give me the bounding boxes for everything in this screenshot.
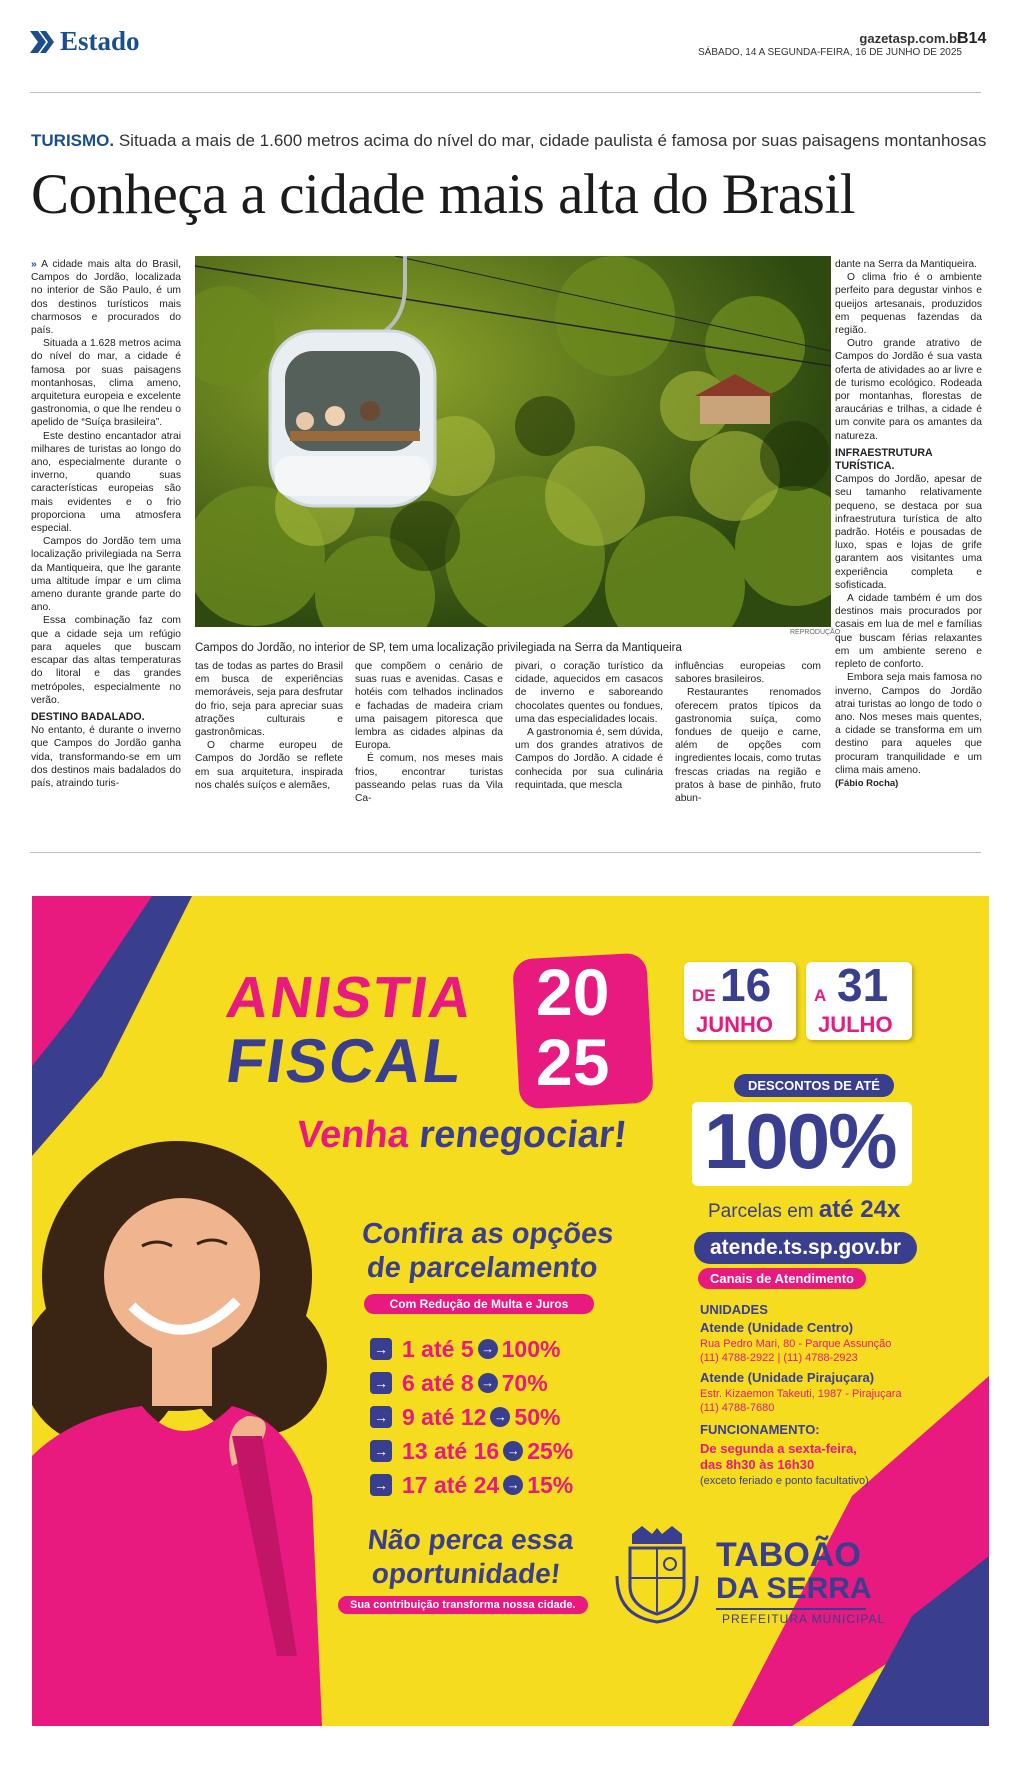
article-column-5 <box>675 660 821 805</box>
ad-tagline-renegociar: renegociar! <box>417 1114 629 1156</box>
page-number: B14 <box>957 30 987 47</box>
photo-caption: Campos do Jordão, no interior de SP, tem uma localização privilegiada na Serra da Mantiqueira <box>195 642 682 654</box>
paragraph: O clima frio é o ambiente perfeito para degustar vinhos e queijos artesanais, produzidos em pequenas fazendas da região. <box>835 272 982 337</box>
date-start-day: 16 <box>720 959 772 1011</box>
unit-1-phone: (11) 4788-2922 | (11) 4788-2923 <box>700 1352 858 1364</box>
paragraph: A cidade mais alta do Brasil, Campos do Jordão, localizada no interior de São Paulo, é um dos destinos turísticos mais charmosos e procurados do país. <box>31 259 181 337</box>
photo-credit: REPRODUÇÃO <box>790 629 841 636</box>
header-divider <box>30 92 981 93</box>
installment-row <box>370 1366 610 1400</box>
article-column-2 <box>195 660 343 792</box>
installment-discount: 100% <box>501 1335 561 1362</box>
reduction-badge: Com Redução de Multa e Juros <box>364 1294 594 1314</box>
paragraph: tas de todas as partes do Brasil em busca de experiências memoráveis, seja para desfrutar do frio, seja para apreciar suas atrações culturais e gastronômicas. <box>195 661 343 739</box>
installment-row <box>370 1332 610 1366</box>
section-chevron-icon <box>30 31 56 53</box>
paragraph: É comum, nos meses mais frios, encontrar turistas passeando pelas ruas da Vila Ca- <box>355 753 503 805</box>
lead-chevron-icon: » <box>31 259 37 270</box>
paragraph: Essa combinação faz com que a cidade seja um refúgio para aqueles que buscam escapar das altas temperaturas do litoral e das grandes metrópoles, especialmente no verão. <box>31 615 181 706</box>
installment-discount: 25% <box>527 1437 574 1464</box>
arrow-circle-icon: → <box>490 1407 510 1427</box>
city-coat-of-arms-icon <box>612 1526 702 1626</box>
options-heading-1: Confira as opções <box>360 1218 616 1250</box>
paragraph: Situada a 1.628 metros acima do nível do mar, a cidade é famosa por suas paisagens montanhosas, clima ameno, arquitetura europeia e excelente gastronomia, o que lhe rendeu o apelido de “Suíça brasileira”. <box>31 338 181 429</box>
installments <box>708 1196 900 1224</box>
section-name: Estado <box>60 26 140 56</box>
installments-pre: Parcelas em <box>708 1201 814 1222</box>
date-start-month: JUNHO <box>696 1012 774 1037</box>
installments-value: até 24x <box>818 1196 901 1223</box>
article-column-1 <box>31 258 181 790</box>
installment-row <box>370 1434 610 1468</box>
arrow-right-icon: → <box>370 1474 392 1496</box>
service-channels: Canais de Atendimento <box>698 1268 866 1289</box>
cta-line-2: oportunidade! <box>370 1558 562 1589</box>
discount-value: 100% <box>704 1097 896 1185</box>
ad-tagline <box>295 1114 629 1157</box>
installment-range: 9 até 12 <box>402 1403 487 1430</box>
cta-line-1: Não perca essa <box>366 1524 576 1555</box>
installment-range: 1 até 5 <box>402 1335 474 1362</box>
hours-heading: FUNCIONAMENTO: <box>700 1422 820 1437</box>
paragraph: influências europeias com sabores brasileiros. <box>675 661 821 686</box>
arrow-circle-icon: → <box>503 1441 523 1461</box>
installment-discount: 50% <box>514 1403 561 1430</box>
paragraph: Outro grande atrativo de Campos do Jordão é sua vasta oferta de atividades ao ar livre e de turismo ecológico. Rodeada por montanhas, florestas de araucárias e trilhas, a cidade é um convite para os amantes da natureza. <box>835 338 982 442</box>
installment-discount: 70% <box>501 1369 548 1396</box>
ad-divider <box>30 852 981 853</box>
ad-year-1: 20 <box>536 955 610 1029</box>
arrow-right-icon: → <box>370 1372 392 1394</box>
date-end-month: JULHO <box>818 1012 893 1037</box>
subheading: DESTINO BADALADO. <box>31 710 145 723</box>
cable-car-photo <box>195 256 831 627</box>
article-photo <box>195 256 831 627</box>
paragraph: O charme europeu de Campos do Jordão se reflete em sua arquitetura, inspirada nos chalés suíços e alemães, <box>195 740 343 791</box>
advertisement <box>32 896 989 1726</box>
brand-name-2: DA SERRA <box>716 1572 872 1605</box>
subheading: INFRAESTRUTURA TURÍSTICA. <box>835 446 933 473</box>
hours-line-1: De segunda a sexta-feira, <box>700 1441 857 1456</box>
units-heading: UNIDADES <box>700 1302 768 1317</box>
kicker-text: Situada a mais de 1.600 metros acima do nível do mar, cidade paulista é famosa por suas paisagens montanhosas <box>118 131 987 150</box>
date-end-pre: A <box>814 986 827 1005</box>
paragraph: Este destino encantador atrai milhares de turistas ao longo do ano, especialmente durante o inverno, quando suas características europeias são mais evidentes e o frio proporciona uma atmosfera especial. <box>31 430 181 535</box>
paragraph: Campos do Jordão, apesar de seu tamanho relativamente pequeno, se destaca por sua infraestrutura turística de alto padrão. Hotéis e pousadas de luxo, spas e lojas de grife garantem aos visitantes uma experiência completa e sofisticada. <box>835 474 982 591</box>
installment-discount: 15% <box>527 1471 574 1498</box>
byline: (Fábio Rocha) <box>835 777 899 789</box>
installment-row <box>370 1400 610 1434</box>
brand-name-1: TABOÃO <box>716 1536 861 1574</box>
paragraph: Embora seja mais famosa no inverno, Campos do Jordão atrai turistas ao longo de todo o ano. Nos meses mais quentes, a cidade se transforma em um destino para aqueles que procuram tranquilidade e um clima mais ameno. <box>835 672 982 776</box>
edition-date: SÁBADO, 14 A SEGUNDA-FEIRA, 16 DE JUNHO DE 2025 <box>698 47 962 58</box>
ad-tagline-venha: Venha <box>294 1114 412 1156</box>
site-url: gazetasp.com.br <box>859 31 962 46</box>
headline: Conheça a cidade mais alta do Brasil <box>31 163 856 226</box>
date-start-pre: DE <box>692 986 716 1005</box>
unit-2-name: Atende (Unidade Pirajuçara) <box>700 1370 875 1385</box>
unit-2-phone: (11) 4788-7680 <box>700 1402 775 1414</box>
brand-subtitle: PREFEITURA MUNICIPAL <box>722 1612 886 1626</box>
article-column-3 <box>355 660 503 805</box>
paragraph: Campos do Jordão tem uma localização privilegiada na Serra da Mantiqueira, que lhe garante uma altitude ímpar e um clima ameno durante grande parte do ano. <box>31 536 181 614</box>
page-header <box>0 0 1011 92</box>
paragraph: que compõem o cenário de suas ruas e avenidas. Casas e hotéis com telhados inclinados e fachadas de madeira criam uma paisagem pitoresca que lembra as cidades alpinas da Europa. <box>355 661 503 752</box>
hours-note: (exceto feriado e ponto facultativo) <box>700 1475 869 1487</box>
arrow-circle-icon: → <box>478 1339 498 1359</box>
contribution-badge: Sua contribuição transforma nossa cidade. <box>338 1596 588 1614</box>
unit-2-address: Estr. Kizaemon Takeuti, 1987 - Pirajuçara <box>700 1388 902 1400</box>
options-heading-2: de parcelamento <box>365 1252 600 1284</box>
arrow-circle-icon: → <box>478 1373 498 1393</box>
paragraph: Restaurantes renomados oferecem pratos típicos da gastronomia suíça, como fondues de queijo e carne, além de opções com ingredientes locais, como trutas frescas criadas na região e pratos à base de pinhão, fruto abun- <box>675 687 821 805</box>
article-column-4 <box>515 660 663 792</box>
paragraph: pivari, o coração turístico da cidade, aquecidos em casacos de inverno e saboreando chocolates quentes ou fondues, uma das especialidades locais. <box>515 661 663 725</box>
ad-year-2: 25 <box>536 1025 610 1099</box>
brand-divider <box>716 1608 866 1610</box>
installment-range: 13 até 16 <box>402 1437 500 1464</box>
service-url: atende.ts.sp.gov.br <box>694 1232 917 1264</box>
installment-row <box>370 1468 610 1502</box>
installment-range: 17 até 24 <box>402 1471 500 1498</box>
hours-line-2: das 8h30 às 16h30 <box>700 1457 815 1472</box>
unit-1-address: Rua Pedro Mari, 80 - Parque Assunção <box>700 1338 892 1350</box>
arrow-right-icon: → <box>370 1440 392 1462</box>
paragraph: A gastronomia é, sem dúvida, um dos grandes atrativos de Campos do Jordão. A cidade é conhecida por sua culinária requintada, que mescla <box>515 727 663 791</box>
installment-table <box>370 1332 610 1502</box>
ad-title-1: ANISTIA <box>222 965 478 1030</box>
paragraph: No entanto, é durante o inverno que Campos do Jordão ganha vida, transformando-se em um dos destinos mais badalados do país, atraindo turis- <box>31 725 181 789</box>
unit-1-name: Atende (Unidade Centro) <box>700 1320 854 1335</box>
arrow-right-icon: → <box>370 1406 392 1428</box>
arrow-right-icon: → <box>370 1338 392 1360</box>
installment-range: 6 até 8 <box>402 1369 474 1396</box>
kicker <box>31 131 986 151</box>
paragraph: A cidade também é um dos destinos mais procurados por casais em lua de mel e famílias que buscam férias relaxantes em um ambiente sereno e repleto de conforto. <box>835 593 982 671</box>
ad-title-2: FISCAL <box>222 1027 468 1096</box>
kicker-label: TURISMO. <box>31 131 115 150</box>
arrow-circle-icon: → <box>503 1475 523 1495</box>
discount-label: DESCONTOS DE ATÉ <box>734 1074 894 1097</box>
date-end-day: 31 <box>837 959 889 1011</box>
article-column-6 <box>835 258 982 790</box>
paragraph: dante na Serra da Mantiqueira. <box>835 259 977 270</box>
